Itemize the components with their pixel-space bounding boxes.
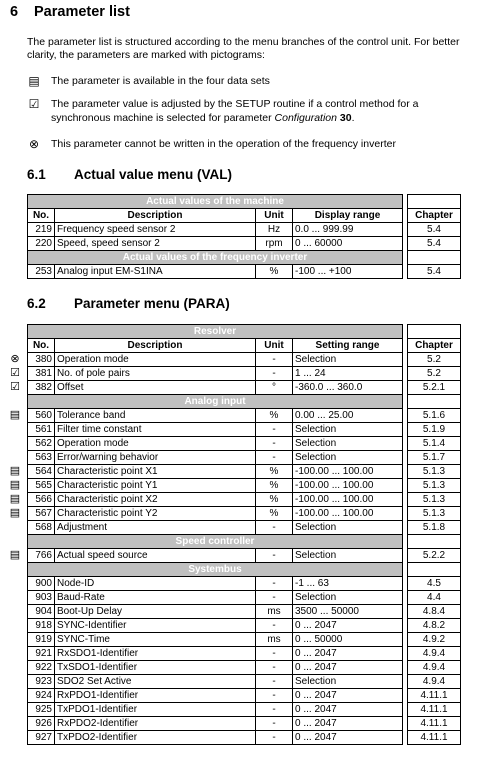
param-range: 0.0 ... 999.99 bbox=[293, 223, 403, 237]
param-range: -1 ... 63 bbox=[293, 577, 403, 591]
not-writable-icon: ⊗ bbox=[10, 353, 20, 365]
param-description: Tolerance band bbox=[55, 409, 256, 423]
param-number: 923 bbox=[28, 675, 55, 689]
page-heading bbox=[10, 4, 130, 20]
param-description: Operation mode bbox=[55, 353, 256, 367]
section-title: Systembus bbox=[28, 563, 403, 577]
table-row bbox=[28, 521, 461, 535]
section-row bbox=[28, 395, 461, 409]
param-number: 927 bbox=[28, 731, 55, 745]
param-range: Selection bbox=[293, 423, 403, 437]
param-number: ▤ 766 bbox=[28, 549, 55, 563]
data-sets-icon: ▤ bbox=[9, 549, 21, 561]
heading-title: Parameter list bbox=[34, 4, 130, 20]
param-description: TxPDO1-Identifier bbox=[55, 703, 256, 717]
table-row bbox=[28, 731, 461, 745]
table-row bbox=[28, 479, 461, 493]
param-number: ☑ 381 bbox=[28, 367, 55, 381]
param-range: 1 ... 24 bbox=[293, 367, 403, 381]
param-number: 904 bbox=[28, 605, 55, 619]
column-header-row bbox=[28, 209, 461, 223]
col-header-description: Description bbox=[55, 339, 256, 353]
param-description: Baud-Rate bbox=[55, 591, 256, 605]
table-row bbox=[28, 493, 461, 507]
param-description: Actual speed source bbox=[55, 549, 256, 563]
param-range: 0.00 ... 25.00 bbox=[293, 409, 403, 423]
param-range: 0 ... 2047 bbox=[293, 689, 403, 703]
col-header-no: No. bbox=[28, 339, 55, 353]
param-unit: % bbox=[256, 479, 293, 493]
param-number: 926 bbox=[28, 717, 55, 731]
param-chapter: 4.11.1 bbox=[408, 731, 461, 745]
param-unit: % bbox=[256, 409, 293, 423]
param-chapter: 5.2 bbox=[408, 353, 461, 367]
param-chapter: 4.9.4 bbox=[408, 661, 461, 675]
table-row bbox=[28, 675, 461, 689]
data-sets-icon: ▤ bbox=[9, 479, 21, 491]
param-unit: ° bbox=[256, 381, 293, 395]
param-range: 0 ... 2047 bbox=[293, 661, 403, 675]
param-chapter: 5.1.3 bbox=[408, 479, 461, 493]
col-header-no: No. bbox=[28, 209, 55, 223]
param-description: Characteristic point Y2 bbox=[55, 507, 256, 521]
param-description: Characteristic point X1 bbox=[55, 465, 256, 479]
data-sets-icon: ▤ bbox=[9, 507, 21, 519]
data-sets-icon: ▤ bbox=[28, 74, 40, 88]
param-chapter: 4.9.2 bbox=[408, 633, 461, 647]
param-description: RxSDO1-Identifier bbox=[55, 647, 256, 661]
param-unit: % bbox=[256, 493, 293, 507]
param-range: -100 ... +100 bbox=[293, 265, 403, 279]
param-unit: - bbox=[256, 647, 293, 661]
param-chapter: 4.8.4 bbox=[408, 605, 461, 619]
param-unit: - bbox=[256, 521, 293, 535]
param-chapter: 5.1.6 bbox=[408, 409, 461, 423]
param-description: Adjustment bbox=[55, 521, 256, 535]
param-range: Selection bbox=[293, 451, 403, 465]
section-title: Resolver bbox=[28, 325, 403, 339]
intro-paragraph: The parameter list is structured according to the menu branches of the control unit. For better clarity, the parameters are marked with pictograms: bbox=[27, 36, 460, 61]
param-unit: - bbox=[256, 577, 293, 591]
param-unit: % bbox=[256, 465, 293, 479]
table-row bbox=[28, 703, 461, 717]
col-header-range: Display range bbox=[293, 209, 403, 223]
col-header-description: Description bbox=[55, 209, 256, 223]
param-number: 919 bbox=[28, 633, 55, 647]
param-chapter: 4.11.1 bbox=[408, 703, 461, 717]
actual-value-table bbox=[27, 194, 461, 279]
table-row bbox=[28, 717, 461, 731]
section-heading-val: 6.1 Actual value menu (VAL) bbox=[27, 167, 233, 182]
table-row bbox=[28, 647, 461, 661]
parameter-table bbox=[9, 324, 461, 745]
param-range: 0 ... 2047 bbox=[293, 703, 403, 717]
table-row bbox=[28, 507, 461, 521]
col-header-chapter: Chapter bbox=[408, 339, 461, 353]
param-unit: - bbox=[256, 437, 293, 451]
param-number: 918 bbox=[28, 619, 55, 633]
param-chapter: 5.1.3 bbox=[408, 507, 461, 521]
param-range: 0 ... 50000 bbox=[293, 633, 403, 647]
param-range: -100.00 ... 100.00 bbox=[293, 465, 403, 479]
param-unit: - bbox=[256, 353, 293, 367]
column-header-row bbox=[28, 339, 461, 353]
param-unit: % bbox=[256, 265, 293, 279]
param-chapter: 5.1.7 bbox=[408, 451, 461, 465]
param-unit: Hz bbox=[256, 223, 293, 237]
param-number: ⊗ 380 bbox=[28, 353, 55, 367]
table-row bbox=[28, 237, 461, 251]
param-unit: - bbox=[256, 689, 293, 703]
table-row bbox=[28, 591, 461, 605]
table-row bbox=[28, 437, 461, 451]
param-range: -100.00 ... 100.00 bbox=[293, 493, 403, 507]
param-description: SDO2 Set Active bbox=[55, 675, 256, 689]
param-description: Analog input EM-S1INA bbox=[55, 265, 256, 279]
pictogram-text: This parameter cannot be written in the operation of the frequency inverter bbox=[51, 138, 396, 150]
param-number: 219 bbox=[28, 223, 55, 237]
param-description: Frequency speed sensor 2 bbox=[55, 223, 256, 237]
param-unit: - bbox=[256, 549, 293, 563]
param-chapter: 4.4 bbox=[408, 591, 461, 605]
not-writable-icon: ⊗ bbox=[28, 137, 40, 151]
param-unit: rpm bbox=[256, 237, 293, 251]
param-description: TxSDO1-Identifier bbox=[55, 661, 256, 675]
param-number: ▤ 566 bbox=[28, 493, 55, 507]
param-chapter: 5.1.4 bbox=[408, 437, 461, 451]
pictogram-text: The parameter value is adjusted by the SETUP routine if a control method for a synchronous machine is selected for parameter Configuration 30. bbox=[51, 98, 419, 124]
param-description: RxPDO2-Identifier bbox=[55, 717, 256, 731]
param-number: 568 bbox=[28, 521, 55, 535]
param-number: 903 bbox=[28, 591, 55, 605]
table-row bbox=[28, 465, 461, 479]
param-range: 0 ... 2047 bbox=[293, 647, 403, 661]
col-header-unit: Unit bbox=[256, 209, 293, 223]
table-row bbox=[28, 619, 461, 633]
param-unit: % bbox=[256, 507, 293, 521]
section-heading-para: 6.2 Parameter menu (PARA) bbox=[27, 296, 230, 311]
param-chapter: 4.9.4 bbox=[408, 647, 461, 661]
param-description: Offset bbox=[55, 381, 256, 395]
param-chapter: 4.11.1 bbox=[408, 717, 461, 731]
param-number: 561 bbox=[28, 423, 55, 437]
data-sets-icon: ▤ bbox=[9, 465, 21, 477]
param-chapter: 4.5 bbox=[408, 577, 461, 591]
param-chapter: 4.11.1 bbox=[408, 689, 461, 703]
param-chapter: 4.9.4 bbox=[408, 675, 461, 689]
param-chapter: 5.2.2 bbox=[408, 549, 461, 563]
param-description: Boot-Up Delay bbox=[55, 605, 256, 619]
section-row bbox=[28, 251, 461, 265]
param-number: 220 bbox=[28, 237, 55, 251]
section-title: Actual values of the frequency inverter bbox=[28, 251, 403, 265]
param-description: Speed, speed sensor 2 bbox=[55, 237, 256, 251]
param-unit: - bbox=[256, 367, 293, 381]
table-row bbox=[28, 689, 461, 703]
param-range: 0 ... 2047 bbox=[293, 619, 403, 633]
param-chapter: 4.8.2 bbox=[408, 619, 461, 633]
checkbox-icon: ☑ bbox=[10, 367, 20, 379]
table-row bbox=[28, 661, 461, 675]
param-unit: ms bbox=[256, 633, 293, 647]
param-description: Node-ID bbox=[55, 577, 256, 591]
table-row bbox=[28, 223, 461, 237]
pictogram-text: The parameter is available in the four data sets bbox=[51, 75, 270, 87]
param-number: ▤ 560 bbox=[28, 409, 55, 423]
param-unit: - bbox=[256, 731, 293, 745]
param-range: -100.00 ... 100.00 bbox=[293, 507, 403, 521]
table-row bbox=[28, 423, 461, 437]
section-row bbox=[28, 195, 461, 209]
param-chapter: 5.2 bbox=[408, 367, 461, 381]
param-number: ▤ 564 bbox=[28, 465, 55, 479]
data-sets-icon: ▤ bbox=[9, 409, 21, 421]
param-range: 3500 ... 50000 bbox=[293, 605, 403, 619]
param-unit: - bbox=[256, 591, 293, 605]
param-range: 0 ... 2047 bbox=[293, 731, 403, 745]
param-unit: - bbox=[256, 619, 293, 633]
param-number: 925 bbox=[28, 703, 55, 717]
param-unit: - bbox=[256, 423, 293, 437]
param-unit: - bbox=[256, 675, 293, 689]
param-number: ☑ 382 bbox=[28, 381, 55, 395]
table-row bbox=[28, 451, 461, 465]
param-range: -360.0 ... 360.0 bbox=[293, 381, 403, 395]
param-range: Selection bbox=[293, 353, 403, 367]
section-title: Speed controller bbox=[28, 535, 403, 549]
param-unit: - bbox=[256, 661, 293, 675]
param-description: TxPDO2-Identifier bbox=[55, 731, 256, 745]
table-row bbox=[28, 549, 461, 563]
param-chapter: 5.2.1 bbox=[408, 381, 461, 395]
param-description: Error/warning behavior bbox=[55, 451, 256, 465]
col-header-unit: Unit bbox=[256, 339, 293, 353]
param-number: 900 bbox=[28, 577, 55, 591]
param-chapter: 5.4 bbox=[408, 237, 461, 251]
param-chapter: 5.4 bbox=[408, 223, 461, 237]
table-row bbox=[28, 409, 461, 423]
param-description: RxPDO1-Identifier bbox=[55, 689, 256, 703]
param-number: 562 bbox=[28, 437, 55, 451]
section-row bbox=[28, 325, 461, 339]
param-range: Selection bbox=[293, 549, 403, 563]
table-row bbox=[28, 605, 461, 619]
param-number: ▤ 567 bbox=[28, 507, 55, 521]
param-range: Selection bbox=[293, 591, 403, 605]
section-row bbox=[28, 563, 461, 577]
param-unit: ms bbox=[256, 605, 293, 619]
param-number: 921 bbox=[28, 647, 55, 661]
heading-number: 6 bbox=[10, 4, 19, 20]
param-description: Characteristic point Y1 bbox=[55, 479, 256, 493]
param-range: Selection bbox=[293, 675, 403, 689]
col-header-range: Setting range bbox=[293, 339, 403, 353]
param-unit: - bbox=[256, 703, 293, 717]
checkbox-icon: ☑ bbox=[10, 381, 20, 393]
section-row bbox=[28, 535, 461, 549]
param-range: 0 ... 60000 bbox=[293, 237, 403, 251]
param-range: 0 ... 2047 bbox=[293, 717, 403, 731]
param-chapter: 5.1.3 bbox=[408, 465, 461, 479]
table-row bbox=[28, 265, 461, 279]
param-unit: - bbox=[256, 451, 293, 465]
param-range: Selection bbox=[293, 521, 403, 535]
table-row bbox=[28, 367, 461, 381]
col-header-chapter: Chapter bbox=[408, 209, 461, 223]
param-number: 922 bbox=[28, 661, 55, 675]
param-chapter: 5.4 bbox=[408, 265, 461, 279]
checkbox-icon: ☑ bbox=[28, 97, 40, 111]
param-range: -100.00 ... 100.00 bbox=[293, 479, 403, 493]
table-row bbox=[28, 633, 461, 647]
param-number: 253 bbox=[28, 265, 55, 279]
param-description: No. of pole pairs bbox=[55, 367, 256, 381]
param-number: 924 bbox=[28, 689, 55, 703]
data-sets-icon: ▤ bbox=[9, 493, 21, 505]
param-description: Characteristic point X2 bbox=[55, 493, 256, 507]
param-description: SYNC-Identifier bbox=[55, 619, 256, 633]
table-row bbox=[28, 381, 461, 395]
param-number: 563 bbox=[28, 451, 55, 465]
param-description: Operation mode bbox=[55, 437, 256, 451]
param-chapter: 5.1.3 bbox=[408, 493, 461, 507]
section-title: Analog input bbox=[28, 395, 403, 409]
param-number: ▤ 565 bbox=[28, 479, 55, 493]
param-description: Filter time constant bbox=[55, 423, 256, 437]
param-chapter: 5.1.8 bbox=[408, 521, 461, 535]
param-description: SYNC-Time bbox=[55, 633, 256, 647]
param-range: Selection bbox=[293, 437, 403, 451]
table-row bbox=[28, 353, 461, 367]
param-unit: - bbox=[256, 717, 293, 731]
section-title: Actual values of the machine bbox=[28, 195, 403, 209]
param-chapter: 5.1.9 bbox=[408, 423, 461, 437]
table-row bbox=[28, 577, 461, 591]
